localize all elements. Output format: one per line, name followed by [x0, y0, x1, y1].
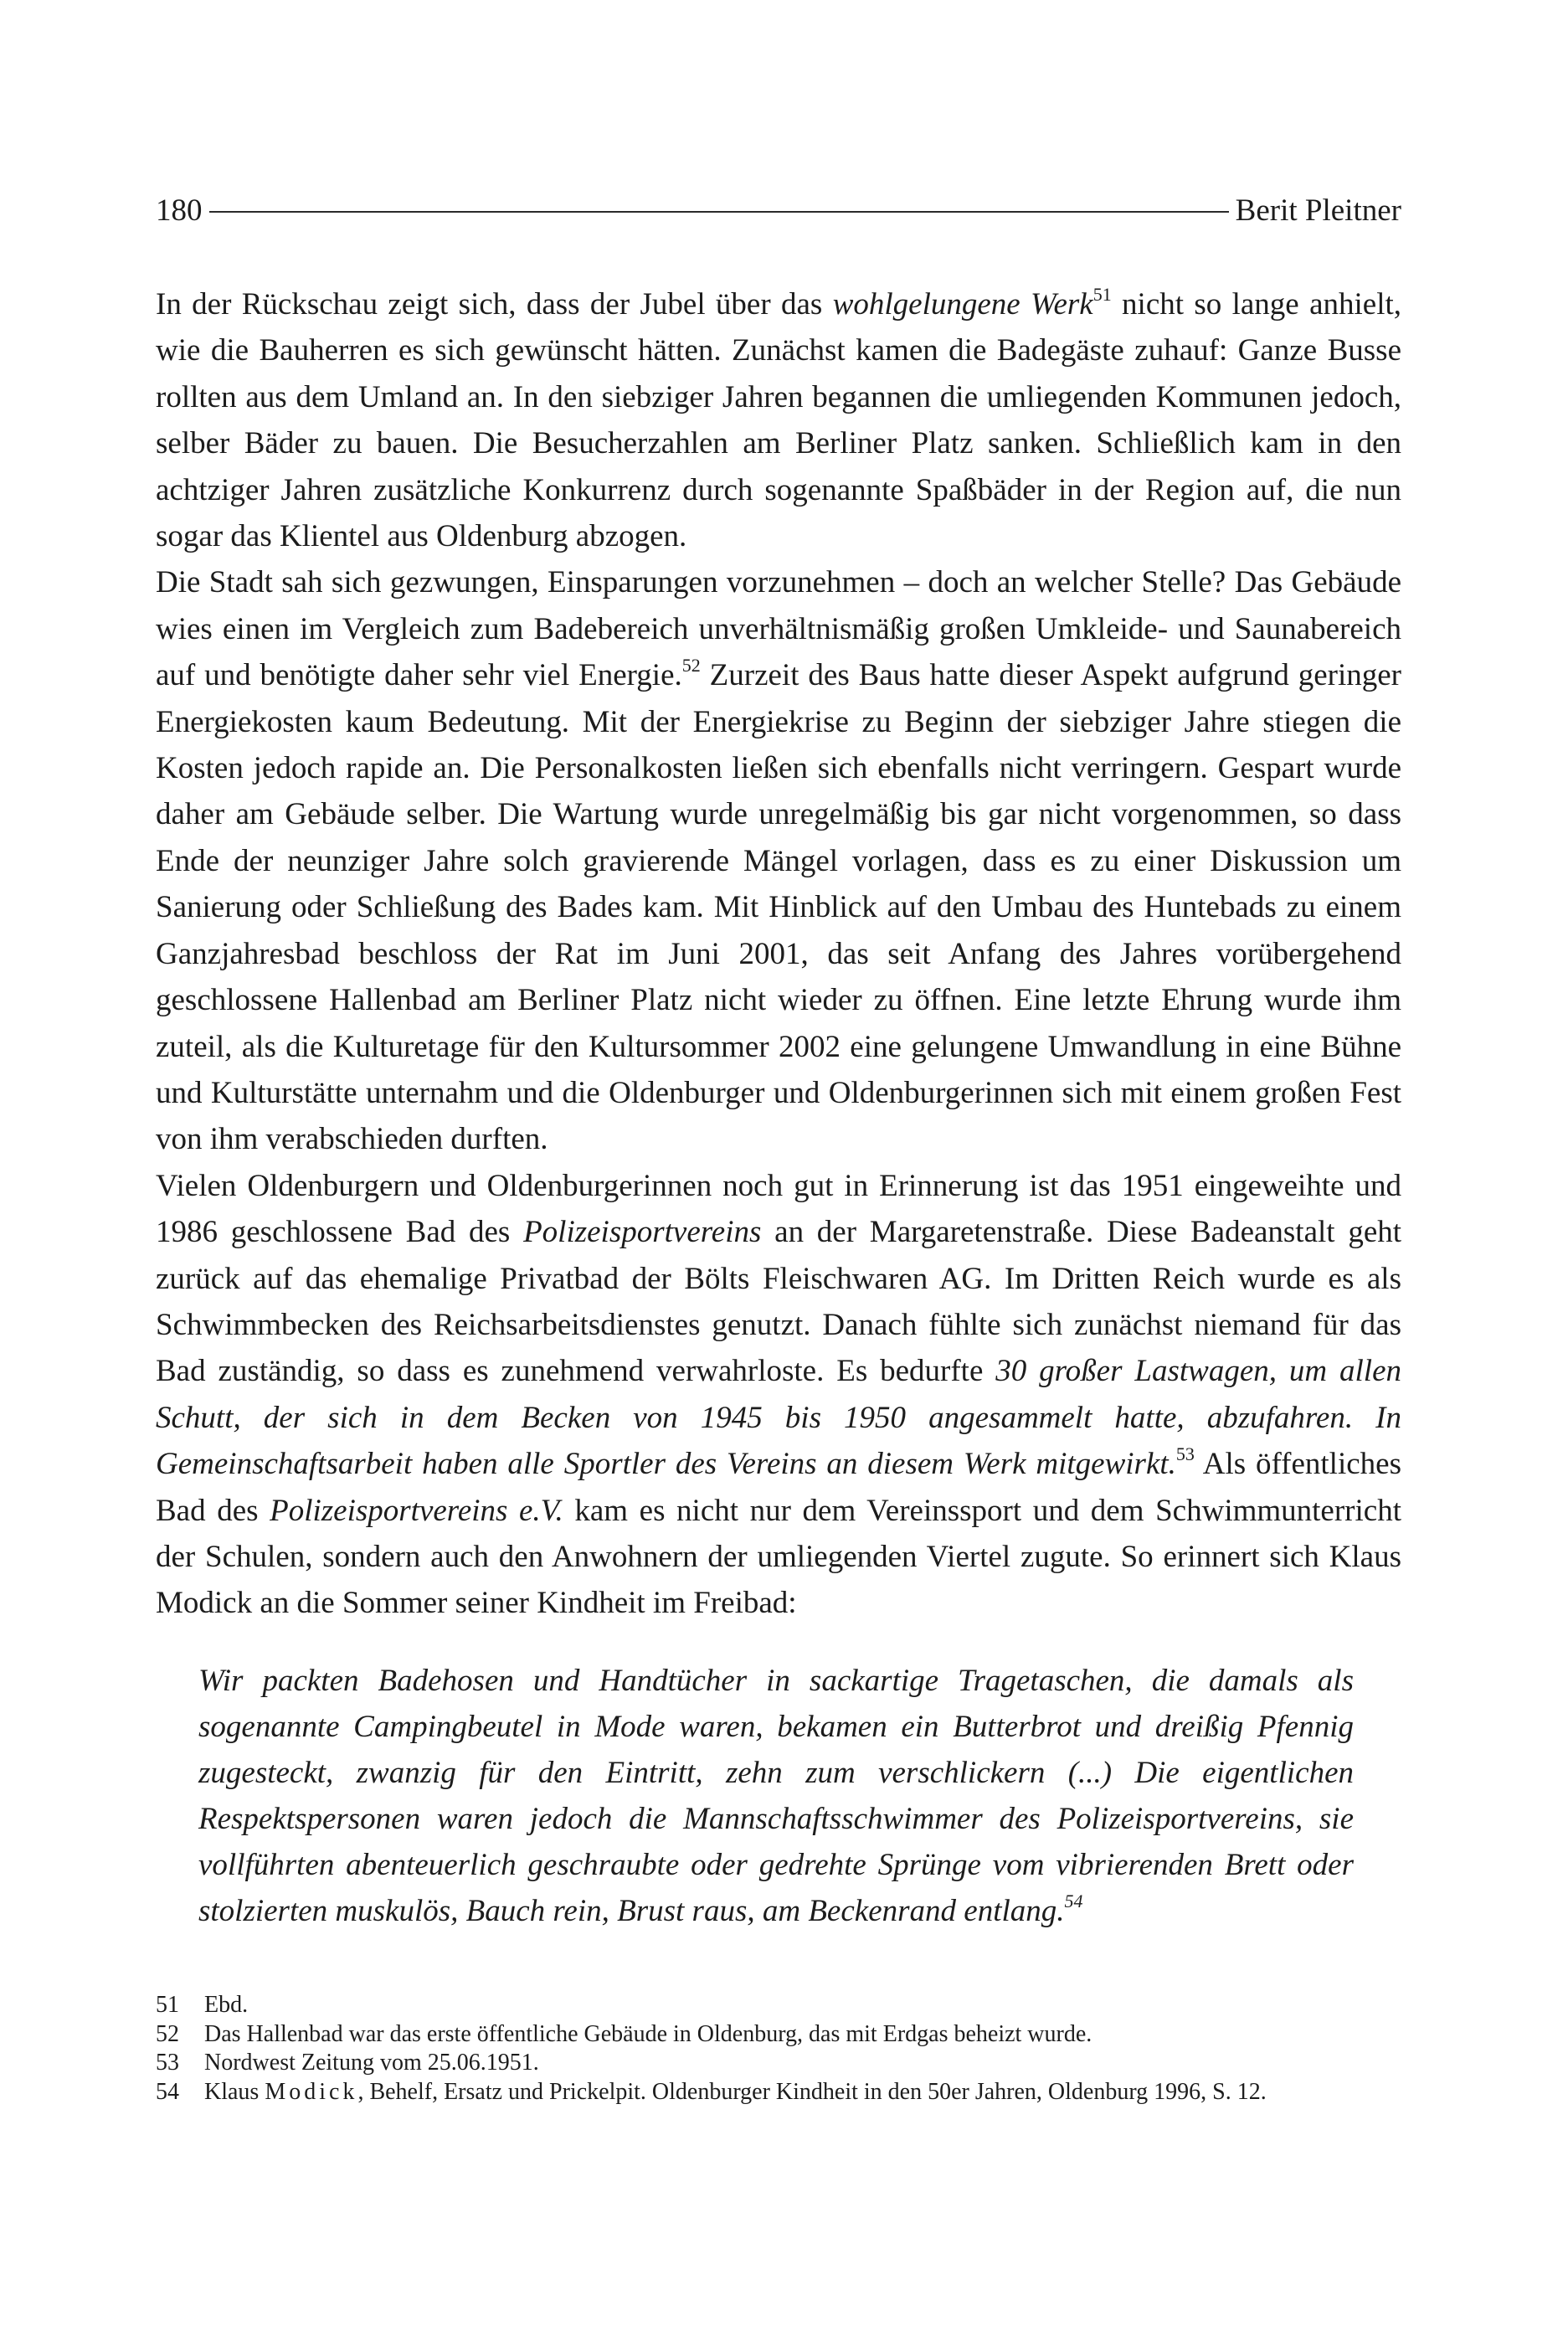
page-number: 180 [156, 193, 203, 228]
p3-italic-quote: 30 großer Lastwagen, um allen Schutt, der sich in dem Becken von 1945 bis 1950 angesammelt hatte, abzufahren. In Gemeinschaftsarbeit haben alle Sportler des Vereins an diesem Werk mitgewirkt. [156, 1354, 1401, 1482]
footnote-ref-51: 51 [1092, 284, 1112, 305]
paragraph-1 [156, 281, 1401, 559]
p3-italic-club-ev: Polizeisportvereins e.V. [270, 1493, 563, 1528]
p3-text-b: an der Margaretenstraße. Diese Badeanstalt geht zurück auf das ehemalige Privatbad der Bölts Fleischwaren AG. Im Dritten Reich wurde es als Schwimmbecken des Reichsarbeitsdienstes genutzt. Danach fühlte sich zunächst niemand für das Bad zuständig, so dass es zunehmend verwahrloste. Es bedurfte [156, 1215, 1402, 1389]
p3-text-c: Als öffentliches Bad des [156, 1447, 1401, 1528]
footnote [156, 2078, 1401, 2107]
header-author: Berit Pleitner [1235, 193, 1401, 228]
header-rule [209, 211, 1229, 213]
footnote-number: 54 [156, 2078, 179, 2105]
running-header [156, 189, 1401, 231]
paragraph-2 [156, 559, 1401, 1162]
footnote-author-first: Klaus [204, 2078, 260, 2105]
footnote-text: Ebd. [204, 1992, 249, 2018]
p1-text-b: nicht so lange anhielt, wie die Bauherren es sich gewünscht hätten. Zunächst kamen die Badegäste zuhauf: Ganze Busse rollten aus dem Umland an. In den siebziger Jahren begannen die umliegenden Kommunen jedoch, selber Bäder zu bauen. Die Besucherzahlen am Berliner Platz sanken. Schließlich kam in den achtziger Jahren zusätzliche Konkurrenz durch sogenannte Spaßbäder in der Region auf, die nun sogar das Klientel aus Oldenburg abzogen. [156, 287, 1401, 554]
p1-italic-title: wohlgelungene Werk [832, 287, 1093, 322]
footnote-number: 51 [156, 1992, 179, 2018]
footnote-ref-53: 53 [1175, 1443, 1195, 1465]
main-text [156, 281, 1401, 1627]
footnotes [156, 1991, 1401, 2107]
footnote [156, 2049, 1401, 2078]
footnote-number: 53 [156, 2050, 179, 2076]
footnote-number: 52 [156, 2020, 179, 2047]
p3-text-d: kam es nicht nur dem Vereinssport und dem Schwimmunterricht der Schulen, sondern auch den Anwohnern der umliegenden Viertel zugute. So erinnert sich Klaus Modick an die Sommer seiner Kindheit im Freibad: [156, 1493, 1401, 1621]
p3-italic-club: Polizeisportvereins [523, 1215, 762, 1250]
footnote [156, 2020, 1401, 2050]
p1-text-a: In der Rückschau zeigt sich, dass der Jubel über das [156, 287, 823, 322]
footnote-ref-54: 54 [1064, 1891, 1083, 1911]
footnote-ref-52: 52 [681, 655, 701, 677]
p2-text-b: Zurzeit des Baus hatte dieser Aspekt aufgrund geringer Energiekosten kaum Bedeutung. Mit der Energiekrise zu Beginn der siebziger Jahre stiegen die Kosten jedoch rapide an. Die Personalkosten ließen sich ebenfalls nicht verringern. Gespart wurde daher am Gebäude selber. Die Wartung wurde unregelmäßig bis gar nicht vorgenommen, so dass Ende der neunziger Jahre solch gravierende Mängel vorlagen, dass es zu einer Diskussion um Sanierung oder Schließung des Bades kam. Mit Hinblick auf den Umbau des Huntebads zu einem Ganzjahresbad beschloss der Rat im Juni 2001, das seit Anfang des Jahres vorübergehend geschlossene Hallenbad am Berliner Platz nicht wieder zu öffnen. Eine letzte Ehrung wurde ihm zuteil, als die Kulturetage für den Kultursommer 2002 eine gelungene Umwandlung in eine Bühne und Kulturstätte unternahm und die Oldenburger und Oldenburgerinnen sich mit einem großen Fest von ihm verabschieden durften. [156, 658, 1401, 1157]
p3-text-a: Vielen Oldenburgern und Oldenburgerinnen noch gut in Erinnerung ist das 1951 eingeweihte und 1986 geschlossene Bad des [156, 1168, 1401, 1250]
footnote [156, 1991, 1401, 2020]
paragraph-3 [156, 1163, 1401, 1627]
footnote-text [204, 2078, 1267, 2107]
footnote-text: Nordwest Zeitung vom 25.06.1951. [204, 2050, 539, 2076]
block-quote [198, 1658, 1354, 1934]
footnote-citation: , Behelf, Ersatz und Prickelpit. Oldenburger Kindheit in den 50er Jahren, Oldenburg 1996, S. 12. [357, 2078, 1267, 2105]
quote-text: Wir packten Badehosen und Handtücher in sackartige Tragetaschen, die damals als sogenannte Campingbeutel in Mode waren, bekamen ein Butterbrot und dreißig Pfennig zugesteckt, zwanzig für den Eintritt, zehn zum verschlickern (...) Die eigentlichen Respektspersonen waren jedoch die Mannschaftsschwimmer des Polizeisportvereins, sie vollführten abenteuerlich geschraubte oder gedrehte Sprünge vom vibrierenden Brett oder stolzierten muskulös, Bauch rein, Brust raus, am Beckenrand entlang. [198, 1664, 1354, 1928]
p2-text-a: Die Stadt sah sich gezwungen, Einsparungen vorzunehmen – doch an welcher Stelle? Das Gebäude wies einen im Vergleich zum Badebereich unverhältnismäßig großen Umkleide- und Saunabereich auf und benötigte daher sehr viel Energie. [156, 565, 1401, 693]
footnote-author-last: Modick [265, 2078, 358, 2105]
footnote-text: Das Hallenbad war das erste öffentliche Gebäude in Oldenburg, das mit Erdgas beheizt wurde. [204, 2020, 1092, 2047]
